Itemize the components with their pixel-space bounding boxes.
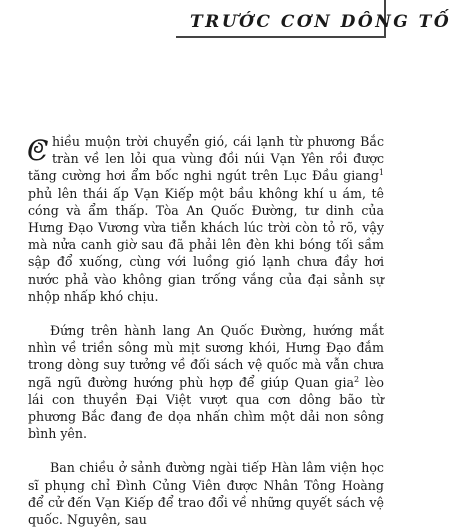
swirl-dropcap-c-icon	[26, 135, 48, 165]
footnote-marker: 2	[354, 374, 360, 384]
dropcap-letter: C	[27, 134, 49, 167]
chapter-title: TRƯỚC CƠN DÔNG TỐ	[190, 12, 451, 32]
footnote-marker: 1	[378, 168, 384, 178]
paragraph-text-continued: phủ lên thái ấp Vạn Kiếp một bầu không khí u ám, tê cóng và ẩm thấp. Tòa An Quốc Đường, tư dinh của Hưng Đạo Vương vừa tiễn khách lúc trời còn tỏ rõ, vậy mà nửa canh giờ sau đã phải lên đèn khi bóng tối sầm sập đổ xuống, cùng với luồng gió lạnh chưa đầy hơi nước phả vào không gian trống vắng của đại sảnh sự nhộp nhấp khó chịu.	[28, 185, 384, 304]
paragraph-text: Ban chiều ở sảnh đường ngài tiếp Hàn lâm viện học sĩ phụng chỉ Đình Củng Viên được Nhân Tông Hoàng để cử đến Vạn Kiếp để trao đổi về những quyết sách vệ quốc. Nguyên, sau	[28, 460, 384, 528]
paragraph-text-continued: lèo lái con thuyền Đại Việt vượt qua cơn dông bão từ phương Bắc đang đe dọa nhấn chìm một dải non sông bình yên.	[28, 374, 384, 442]
paragraph-text: hiều muộn trời chuyển gió, cái lạnh từ phương Bắc tràn về len lỏi qua vùng đồi núi Vạn Yên rồi được tăng cường hơi ẩm bốc nghi ngút trên Lục Đầu giang	[28, 134, 384, 184]
paragraph-3	[28, 459, 384, 528]
paragraph-1	[28, 133, 384, 305]
chapter-body	[28, 133, 384, 528]
paragraph-text: Đứng trên hành lang An Quốc Đường, hướng mắt nhìn về triền sông mù mịt sương khói, Hưng Đạo đắm trong dòng suy tưởng về đối sách vệ quốc mà vẫn chưa ngã ngũ đường hướng phù hợp để giúp Quan gia	[28, 323, 384, 390]
paragraph-2	[28, 322, 384, 442]
